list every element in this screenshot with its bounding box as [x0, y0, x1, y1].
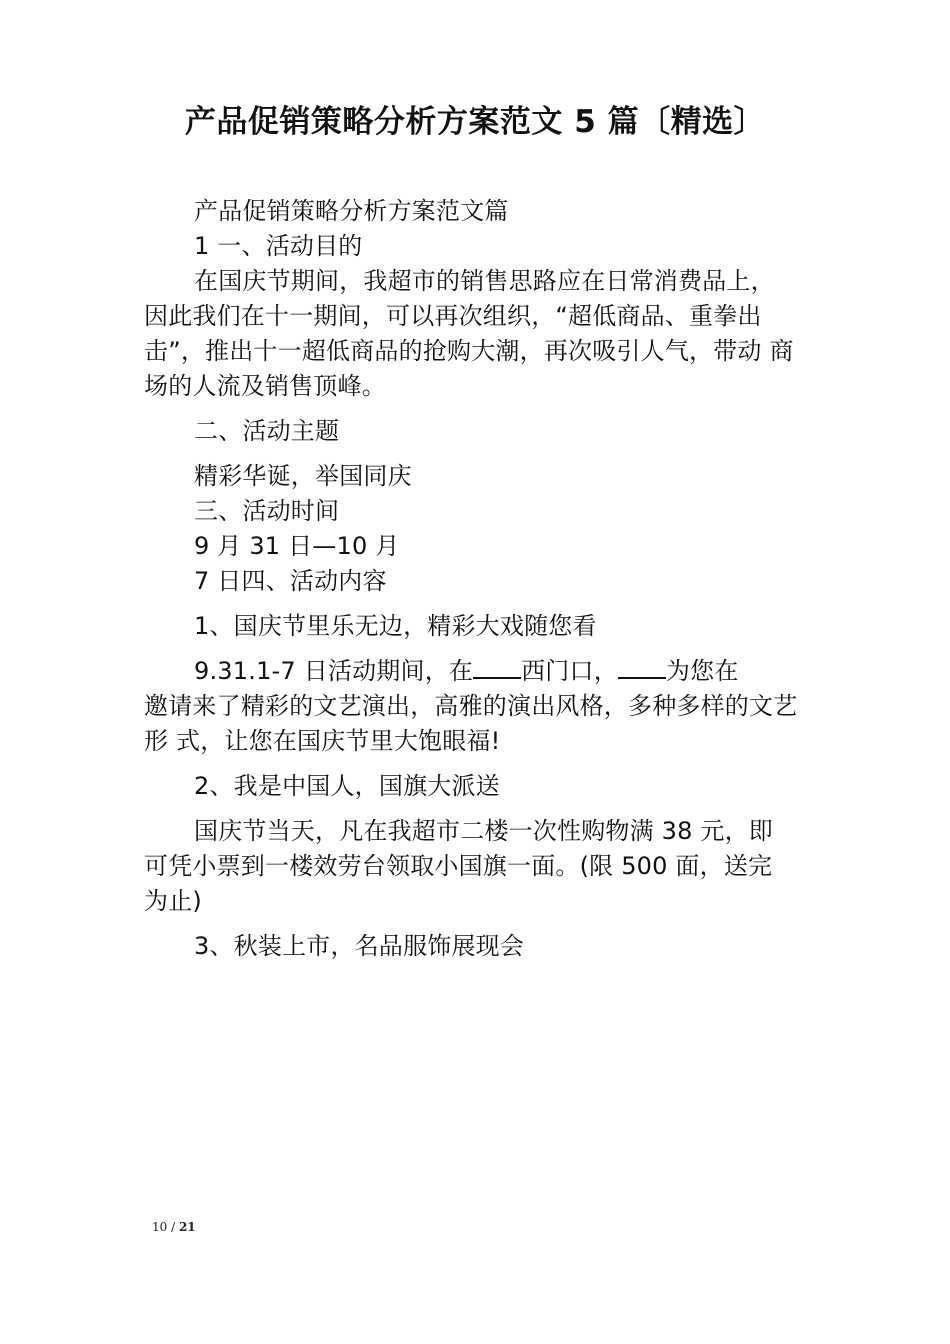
text-line-with-blanks [144, 654, 808, 689]
text-line: 9 月 31 日—10 月 [194, 532, 400, 560]
document-title: 产品促销策略分析方案范文 5 篇〔精选〕 [184, 104, 766, 140]
document-body [144, 194, 808, 964]
current-page: 10 [152, 1220, 168, 1234]
fill-blank [618, 655, 666, 679]
text-fragment: 9.31.1-7 日活动期间，在 [194, 657, 474, 685]
page-number [152, 1219, 196, 1235]
text-line: 场的人流及销售顶峰。 [144, 372, 386, 400]
item-heading: 1、国庆节里乐无边，精彩大戏随您看 [194, 612, 597, 640]
text-line: 为止) [144, 887, 202, 915]
section-heading: 三、活动时间 [194, 497, 340, 525]
text-fragment: 为您在 [665, 657, 739, 685]
text-line: 因此我们在十一期间，可以再次组织，“超低商品、重拳出 [144, 302, 762, 330]
section-heading: 二、活动主题 [194, 417, 340, 445]
text-line: 形 式，让您在国庆节里大饱眼福! [144, 727, 501, 755]
page-separator: / [167, 1220, 179, 1234]
text-line: 击”，推出十一超低商品的抢购大潮，再次吸引人气，带动 商 [144, 337, 794, 365]
fill-blank [473, 655, 521, 679]
text-line: 在国庆节期间，我超市的销售思路应在日常消费品上， [194, 267, 775, 295]
text-line: 邀请来了精彩的文艺演出，高雅的演出风格，多种多样的文艺 [144, 692, 798, 720]
total-pages: 21 [178, 1220, 196, 1234]
text-line: 产品促销策略分析方案范文篇 [194, 197, 509, 225]
item-heading: 3、秋装上市，名品服饰展现会 [194, 932, 525, 960]
text-line: 7 日四、活动内容 [194, 567, 387, 595]
section-heading: 1 一、活动目的 [194, 232, 363, 260]
text-line: 可凭小票到一楼效劳台领取小国旗一面。(限 500 面，送完 [144, 852, 773, 880]
text-line: 国庆节当天，凡在我超市二楼一次性购物满 38 元，即 [194, 817, 773, 845]
text-line: 精彩华诞，举国同庆 [194, 462, 412, 490]
item-heading: 2、我是中国人，国旗大派送 [194, 772, 500, 800]
text-fragment: 西门口， [521, 657, 618, 685]
